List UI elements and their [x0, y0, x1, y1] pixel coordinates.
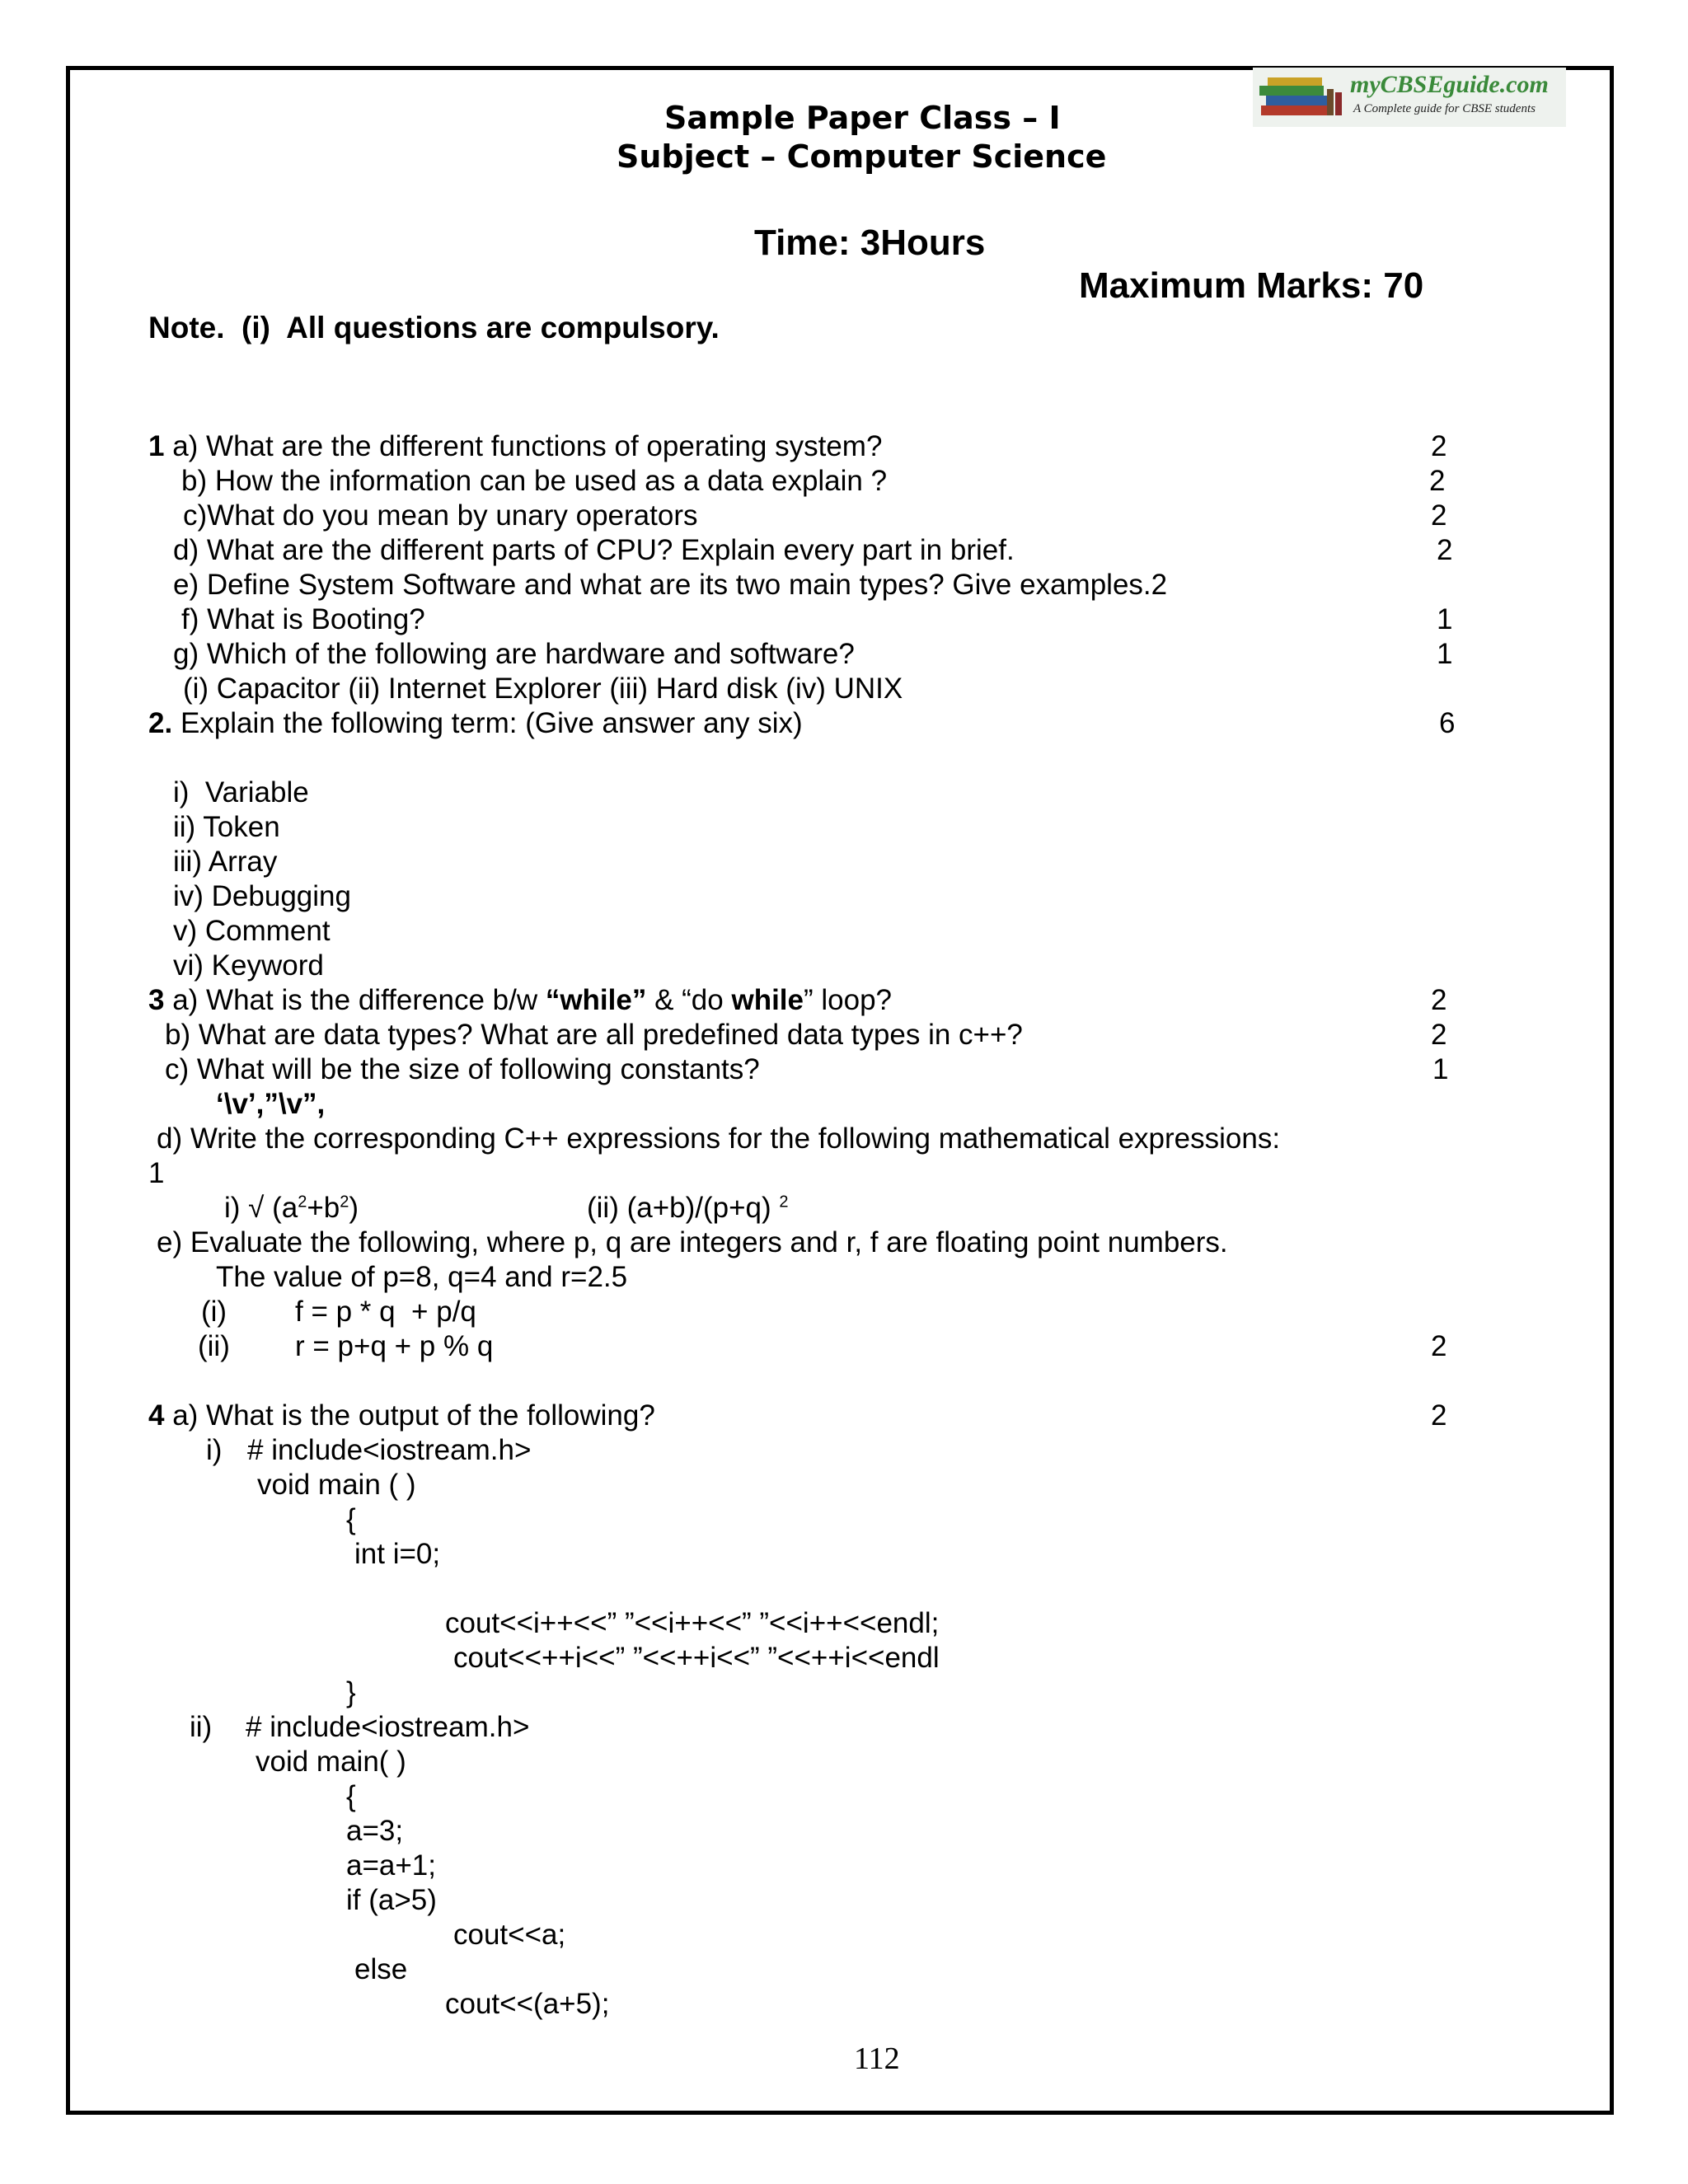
- q2-term: iii) Array: [173, 846, 278, 878]
- q3-e-marks: 2: [1431, 1330, 1447, 1362]
- q1-c: c)What do you mean by unary operators: [183, 499, 698, 532]
- code-line: else: [354, 1953, 408, 1985]
- q4-program2-label: ii): [190, 1711, 213, 1743]
- q1-f: f) What is Booting?: [181, 603, 425, 635]
- q2-term: v) Comment: [173, 915, 331, 947]
- q3-c-marks: 1: [1432, 1053, 1449, 1085]
- code-line: a=3;: [346, 1815, 404, 1847]
- code-line: void main ( ): [257, 1469, 416, 1501]
- q3-e-ii-label: (ii): [198, 1330, 230, 1362]
- note-text: Note. (i) All questions are compulsory.: [148, 311, 720, 344]
- q3-e-ii: r = p+q + p % q: [295, 1330, 494, 1362]
- q1-c-marks: 2: [1431, 499, 1447, 532]
- paper-title: Sample Paper Class – I: [664, 100, 1061, 136]
- books-icon: [1258, 73, 1348, 124]
- q1-b-marks: 2: [1429, 465, 1446, 497]
- q1-g-options: (i) Capacitor (ii) Internet Explorer (iii) Hard disk (iv) UNIX: [183, 673, 903, 705]
- q4-program1-label: i): [206, 1434, 223, 1466]
- q2-term: iv) Debugging: [173, 880, 351, 912]
- mycbseguide-logo: [1253, 68, 1566, 127]
- q3-a-marks: 2: [1431, 984, 1447, 1016]
- code-line: cout<<++i<<” ”<<++i<<” ”<<++i<<endl: [453, 1642, 940, 1674]
- q1-d-marks: 2: [1437, 534, 1453, 566]
- q1-b: b) How the information can be used as a data explain ?: [181, 465, 888, 497]
- q3-d-i: i) √ $(a^2+b^2)$: [224, 1192, 359, 1224]
- q4-a: 4 a) What is the output of the following?: [148, 1399, 655, 1432]
- code-line: cout<<(a+5);: [445, 1988, 610, 2020]
- max-marks-label: Maximum Marks: 70: [1079, 265, 1424, 306]
- q1-g: g) Which of the following are hardware and software?: [173, 638, 855, 670]
- q3-e-values: The value of p=8, q=4 and r=2.5: [216, 1261, 628, 1293]
- q1-g-marks: 1: [1437, 638, 1453, 670]
- q1-a-marks: 2: [1431, 430, 1447, 462]
- q3-d-marks: 1: [148, 1157, 165, 1189]
- q3-e-i-label: (i): [201, 1296, 227, 1328]
- time-label: Time: 3Hours: [754, 223, 986, 263]
- code-line: a=a+1;: [346, 1849, 436, 1882]
- code-line: {: [346, 1780, 356, 1812]
- q2-term: vi) Keyword: [173, 949, 324, 982]
- code-line: cout<<a;: [453, 1919, 566, 1951]
- q3-d: d) Write the corresponding C++ expressions for the following mathematical expressions:: [157, 1122, 1281, 1155]
- code-line: # include<iostream.h>: [246, 1711, 530, 1743]
- q1-f-marks: 1: [1437, 603, 1453, 635]
- q2-marks: 6: [1439, 707, 1456, 739]
- paper-subject: Subject – Computer Science: [617, 138, 1107, 175]
- q3-a: 3 a) What is the difference b/w “while” & “do while” loop?: [148, 984, 893, 1016]
- q3-e: e) Evaluate the following, where p, q are integers and r, f are floating point numbers.: [157, 1226, 1228, 1258]
- q3-d-ii: (ii) (a+b)/(p+q) $^2$: [587, 1192, 789, 1224]
- q2-term: ii) Token: [173, 811, 280, 843]
- logo-tagline: A Complete guide for CBSE students: [1353, 102, 1536, 115]
- code-line: # include<iostream.h>: [247, 1434, 532, 1466]
- code-line: cout<<i++<<” ”<<i++<<” ”<<i++<<endl;: [445, 1607, 940, 1639]
- q2-term: i) Variable: [173, 776, 309, 808]
- q1-e: e) Define System Software and what are its two main types? Give examples.2: [173, 569, 1168, 601]
- page-number: 112: [854, 2041, 900, 2076]
- q3-b-marks: 2: [1431, 1019, 1447, 1051]
- q1-a: 1 a) What are the different functions of operating system?: [148, 430, 883, 462]
- q3-c-constants: ‘\v’,”\v”,: [216, 1088, 326, 1120]
- code-line: void main( ): [256, 1746, 406, 1778]
- q1-d: d) What are the different parts of CPU? Explain every part in brief.: [173, 534, 1015, 566]
- code-line: }: [346, 1676, 356, 1708]
- q3-b: b) What are data types? What are all predefined data types in c++?: [165, 1019, 1023, 1051]
- code-line: int i=0;: [354, 1538, 441, 1570]
- q3-e-i: f = p * q + p/q: [295, 1296, 476, 1328]
- q3-c: c) What will be the size of following constants?: [165, 1053, 760, 1085]
- q2-text: 2. Explain the following term: (Give answer any six): [148, 707, 803, 739]
- logo-name: myCBSEguide.com: [1350, 71, 1549, 98]
- code-line: if (a>5): [346, 1884, 437, 1916]
- q4-a-marks: 2: [1431, 1399, 1447, 1432]
- code-line: {: [346, 1503, 356, 1535]
